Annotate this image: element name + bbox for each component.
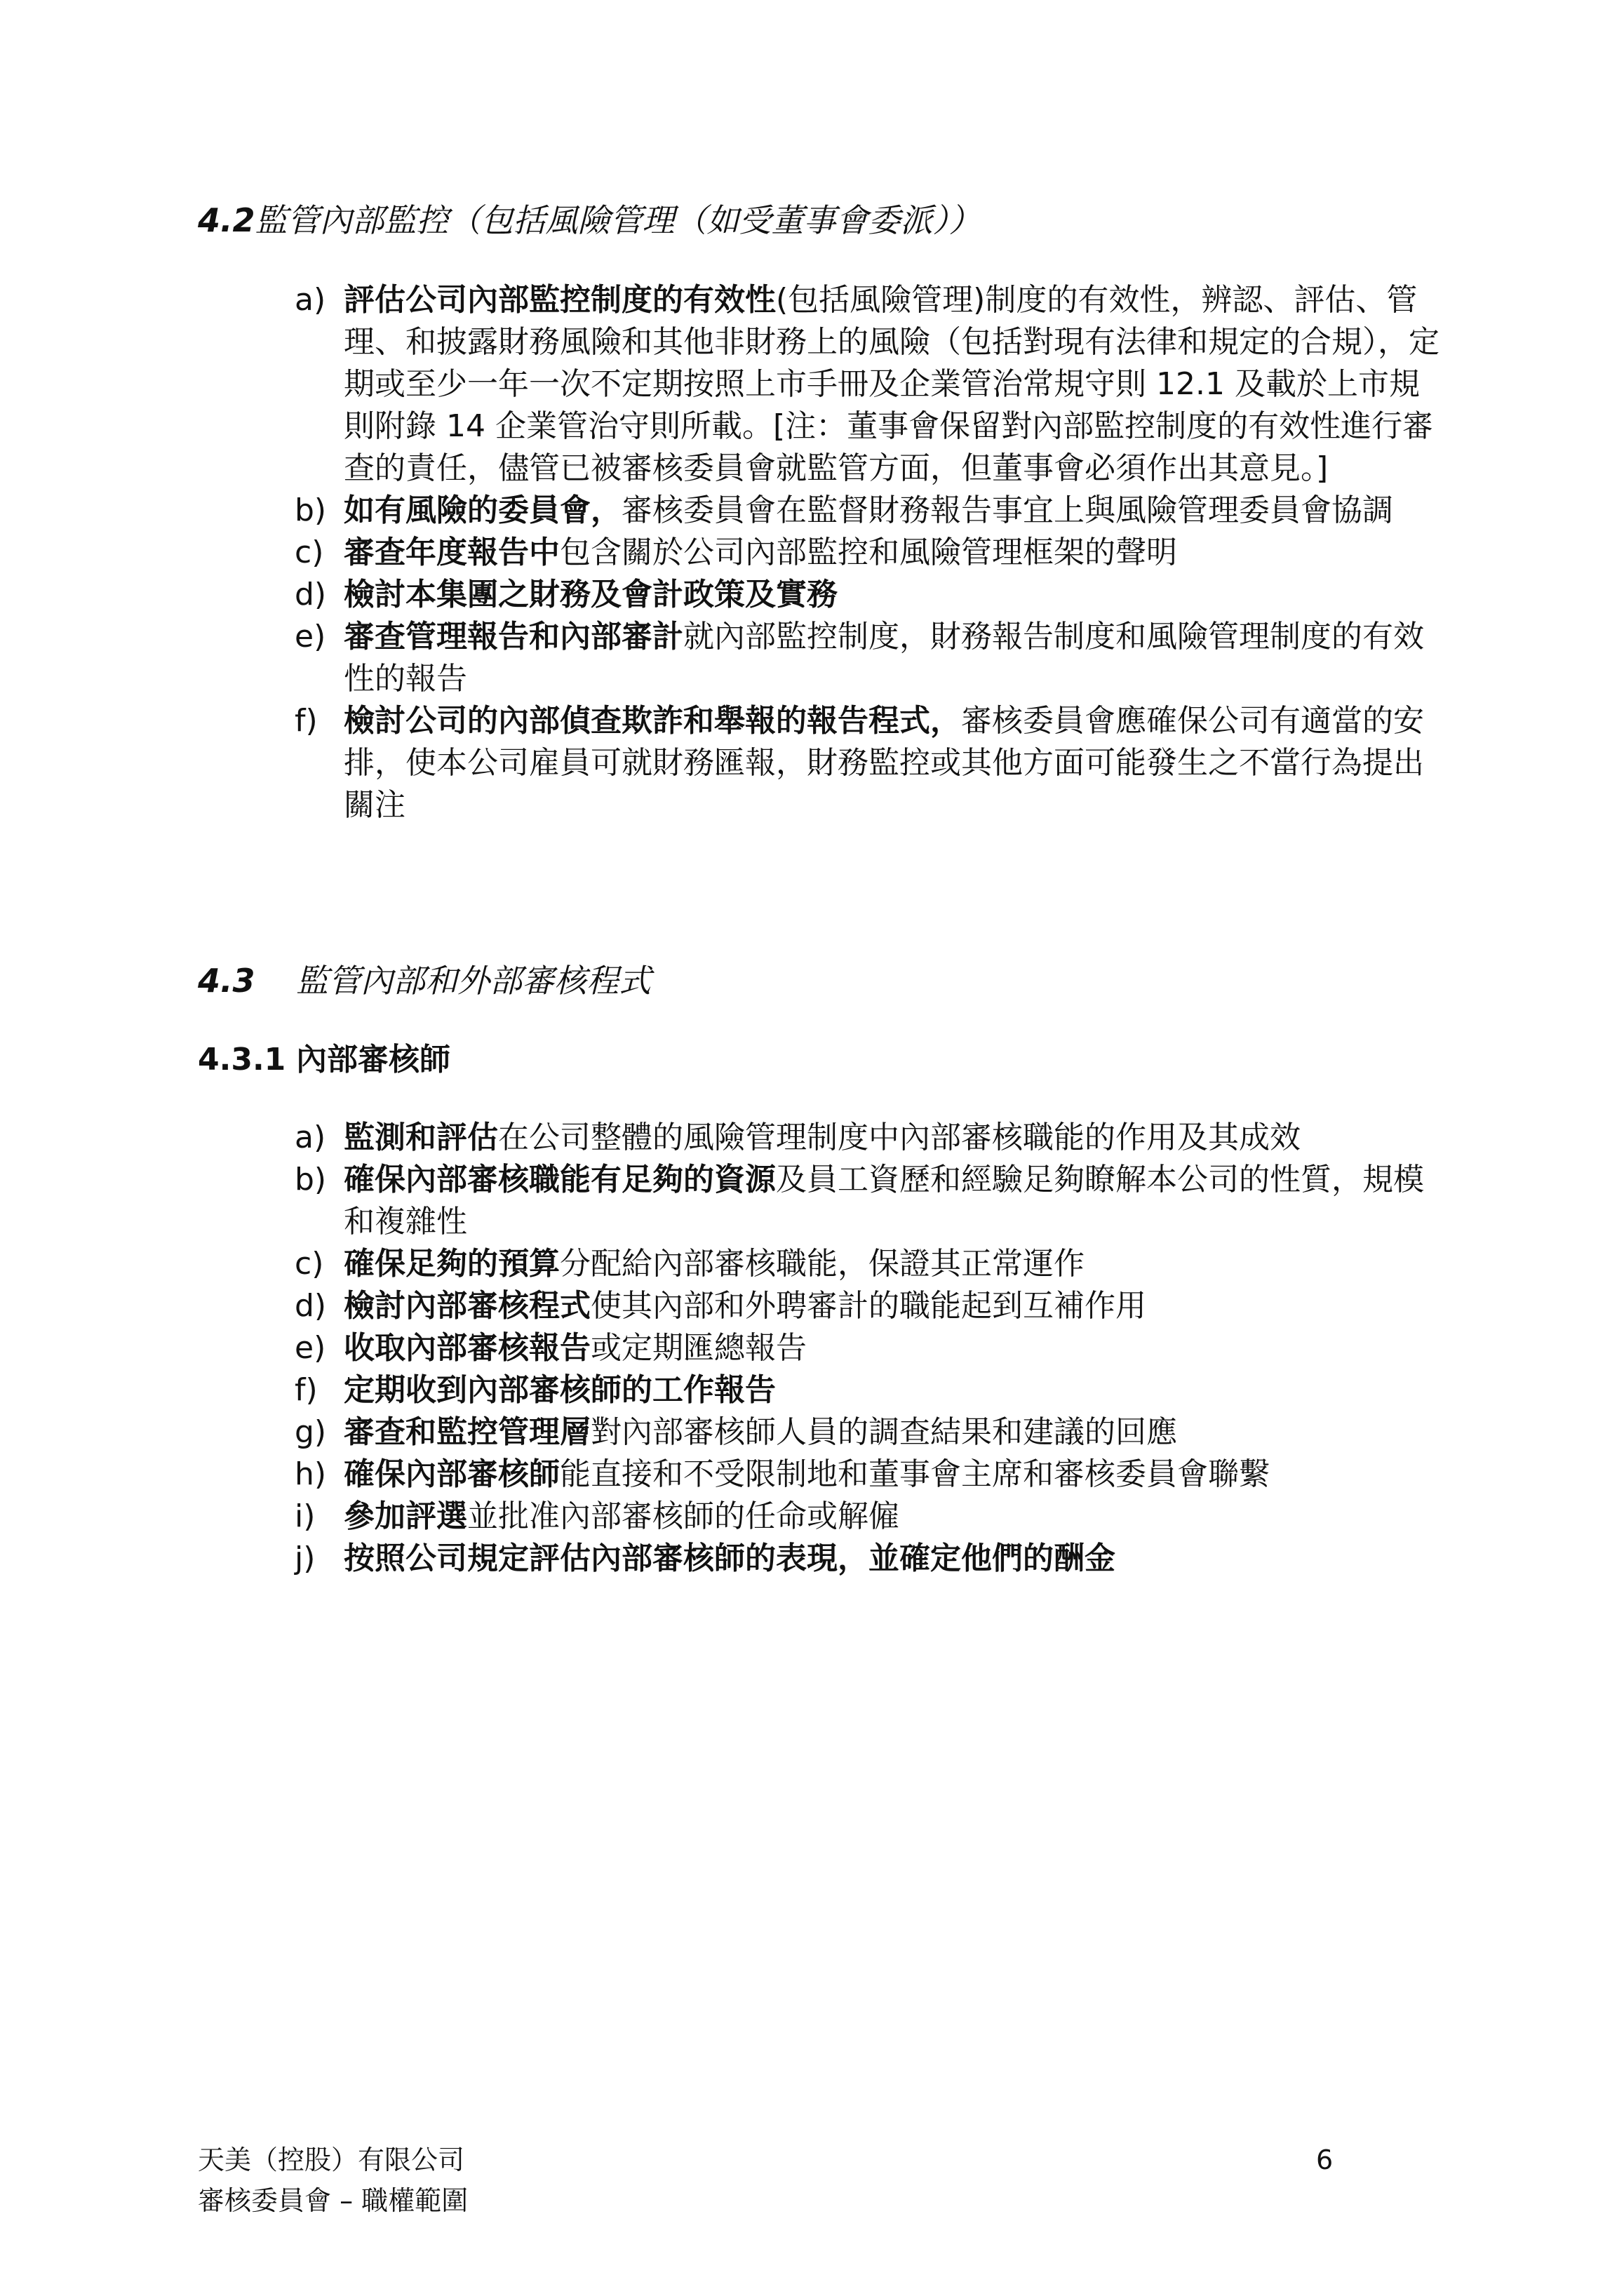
section-4-3-number: 4.3	[198, 962, 255, 1000]
section-4-2-title: 監管內部監控（包括風險管理（如受董事會委派））	[255, 201, 981, 239]
list-item: h) 確保內部審核師能直接和不受限制地和董事會主席和審核委員會聯繫	[295, 1456, 1270, 1492]
page-footer	[198, 2140, 468, 2221]
footer-doc-title: 審核委員會 – 職權範圍	[198, 2185, 469, 2216]
list-item: b) 確保內部審核職能有足夠的資源及員工資歷和經驗足夠瞭解本公司的性質，規模和複雜性	[295, 1162, 1424, 1240]
list-item: g) 審查和監控管理層對內部審核師人員的調查結果和建議的回應	[295, 1414, 1177, 1450]
section-4-3-title: 監管內部和外部審核程式	[296, 962, 651, 1000]
section-4-3-1-title: 內部審核師	[296, 1042, 450, 1077]
list-item: i) 參加評選並批准內部審核師的任命或解僱	[295, 1498, 899, 1534]
list-item: d) 檢討內部審核程式使其內部和外聘審計的職能起到互補作用	[295, 1288, 1146, 1324]
section-4-3-1-list	[295, 1117, 1445, 1580]
list-item: a) 監測和評估在公司整體的風險管理制度中內部審核職能的作用及其成效	[295, 1120, 1301, 1155]
section-4-3-1-heading	[198, 1034, 450, 1079]
section-4-3-1-number: 4.3.1	[198, 1042, 286, 1077]
section-4-2-list	[295, 279, 1445, 826]
list-item: j) 按照公司規定評估內部審核師的表現，並確定他們的酬金	[295, 1540, 1115, 1576]
page-number: 6	[1316, 2144, 1334, 2175]
list-item: a) 評估公司內部監控制度的有效性(包括風險管理)制度的有效性，辨認、評估、管理、和披露財務風險和其他非財務上的風險（包括對現有法律和規定的合規），定期或至少一年一次不定期按照上市手冊及企業管治常規守則 12.1 及載於上市規則附錄 14 企業管治守則所載。[注：董事會保留對內部監控制度的有效性進行審查的責任，儘管已被審核委員會就監管方面，但董事會必須作出其意見。]	[295, 282, 1440, 486]
list-item: e) 審查管理報告和內部審計就內部監控制度，財務報告制度和風險管理制度的有效性的報告	[295, 619, 1424, 697]
list-item: f) 定期收到內部審核師的工作報告	[295, 1372, 776, 1408]
list-item: b) 如有風險的委員會，審核委員會在監督財務報告事宜上與風險管理委員會協調	[295, 492, 1393, 528]
list-item: e) 收取內部審核報告或定期匯總報告	[295, 1330, 807, 1366]
list-item: c) 審查年度報告中包含關於公司內部監控和風險管理框架的聲明	[295, 535, 1177, 570]
section-4-3-heading	[198, 955, 651, 1002]
section-4-2-heading	[198, 195, 981, 241]
list-item: d) 檢討本集團之財務及會計政策及實務	[295, 577, 838, 612]
list-item: c) 確保足夠的預算分配給內部審核職能，保證其正常運作	[295, 1246, 1085, 1282]
footer-company: 天美（控股）有限公司	[198, 2144, 465, 2175]
section-4-2-number: 4.2	[198, 201, 255, 239]
list-item: f) 檢討公司的內部偵查欺詐和舉報的報告程式，審核委員會應確保公司有適當的安排，使本公司雇員可就財務匯報，財務監控或其他方面可能發生之不當行為提出關注	[295, 703, 1424, 823]
